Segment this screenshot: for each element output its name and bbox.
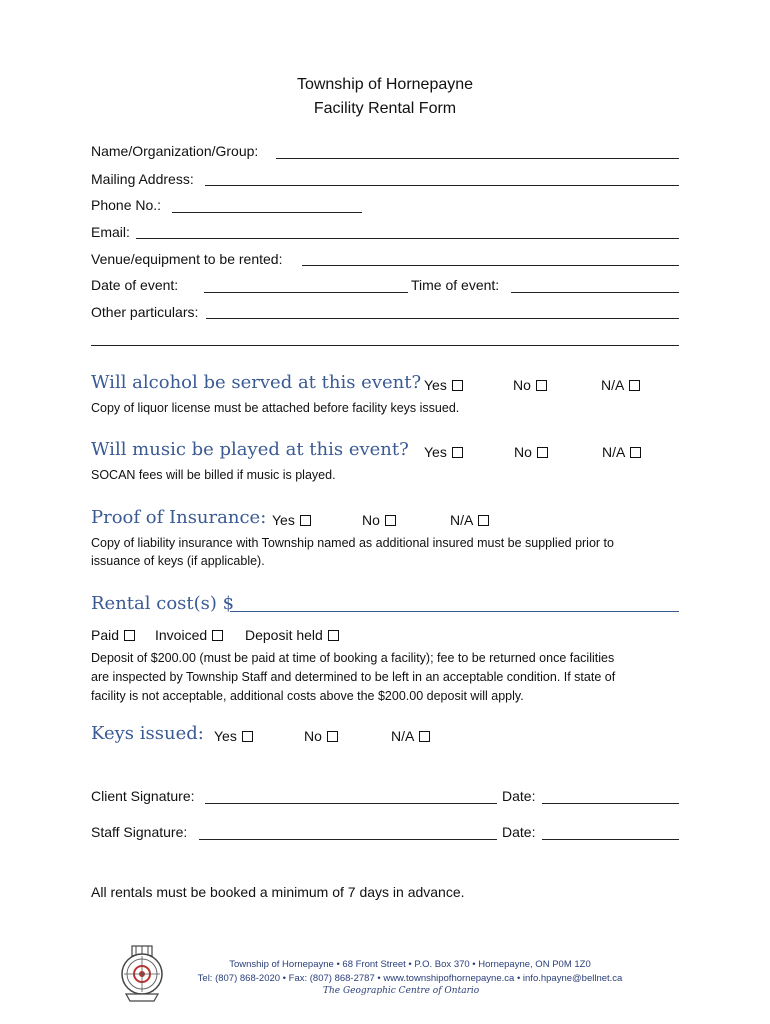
date-field[interactable] <box>204 292 408 293</box>
venue-label: Venue/equipment to be rented: <box>91 251 283 267</box>
alcohol-question: Will alcohol be served at this event? <box>91 372 422 393</box>
paid-option[interactable] <box>91 627 135 643</box>
phone-label: Phone No.: <box>91 197 162 213</box>
alcohol-no-option[interactable] <box>513 377 547 393</box>
keys-no-option[interactable] <box>304 728 338 744</box>
keys-yes-checkbox[interactable] <box>242 731 253 742</box>
staff-date-field[interactable] <box>542 839 679 840</box>
deposit-note-line3: facility is not acceptable, additional costs above the $200.00 deposit will apply. <box>91 689 524 703</box>
form-title-line2: Facility Rental Form <box>313 100 457 117</box>
alcohol-yes-option[interactable] <box>424 377 463 393</box>
deposit-held-checkbox[interactable] <box>328 630 339 641</box>
invoiced-option[interactable] <box>155 627 223 643</box>
keys-na-label: N/A <box>391 728 415 744</box>
staff-date-label: Date: <box>502 824 536 840</box>
insurance-na-label: N/A <box>450 512 474 528</box>
keys-na-option[interactable] <box>391 728 430 744</box>
deposit-held-label: Deposit held <box>245 627 323 643</box>
music-yes-checkbox[interactable] <box>452 447 463 458</box>
time-label: Time of event: <box>411 277 500 293</box>
rental-cost-field[interactable] <box>230 611 679 612</box>
mailing-field[interactable] <box>205 185 679 186</box>
music-na-label: N/A <box>602 444 626 460</box>
music-no-option[interactable] <box>514 444 548 460</box>
alcohol-yes-label: Yes <box>424 377 447 393</box>
paid-checkbox[interactable] <box>124 630 135 641</box>
music-question: Will music be played at this event? <box>91 439 409 460</box>
keys-no-checkbox[interactable] <box>327 731 338 742</box>
deposit-held-option[interactable] <box>245 627 339 643</box>
insurance-yes-label: Yes <box>272 512 295 528</box>
other-field-line2[interactable] <box>91 345 679 346</box>
client-signature-field[interactable] <box>205 803 497 804</box>
alcohol-na-label: N/A <box>601 377 625 393</box>
alcohol-no-label: No <box>513 377 531 393</box>
advance-booking-notice: All rentals must be booked a minimum of 7 days in advance. <box>91 884 465 900</box>
name-field[interactable] <box>276 158 679 159</box>
alcohol-note: Copy of liquor license must be attached before facility keys issued. <box>91 401 460 415</box>
time-field[interactable] <box>511 292 679 293</box>
staff-signature-label: Staff Signature: <box>91 824 188 840</box>
venue-field[interactable] <box>302 265 679 266</box>
insurance-no-option[interactable] <box>362 512 396 528</box>
insurance-yes-checkbox[interactable] <box>300 515 311 526</box>
keys-no-label: No <box>304 728 322 744</box>
invoiced-checkbox[interactable] <box>212 630 223 641</box>
footer-tagline: The Geographic Centre of Ontario <box>323 986 480 996</box>
paid-label: Paid <box>91 627 120 643</box>
insurance-no-checkbox[interactable] <box>385 515 396 526</box>
insurance-note-line2: issuance of keys (if applicable). <box>91 554 265 568</box>
deposit-note-line2: are inspected by Township Staff and determined to be left in an acceptable condition. If state of <box>91 670 616 684</box>
insurance-na-checkbox[interactable] <box>478 515 489 526</box>
client-date-label: Date: <box>502 788 536 804</box>
other-field[interactable] <box>206 318 679 319</box>
client-date-field[interactable] <box>542 803 679 804</box>
alcohol-na-checkbox[interactable] <box>629 380 640 391</box>
client-signature-label: Client Signature: <box>91 788 195 804</box>
name-label: Name/Organization/Group: <box>91 143 259 159</box>
footer-contact: Tel: (807) 868-2020 • Fax: (807) 868-2787 • www.townshipofhornepayne.ca • info.hpayne@bellnet.ca <box>197 973 623 984</box>
keys-issued-label: Keys issued: <box>91 723 204 744</box>
alcohol-yes-checkbox[interactable] <box>452 380 463 391</box>
phone-field[interactable] <box>172 212 362 213</box>
music-yes-option[interactable] <box>424 444 463 460</box>
music-note: SOCAN fees will be billed if music is played. <box>91 468 336 482</box>
rental-cost-label: Rental cost(s) $ <box>91 593 235 614</box>
staff-signature-field[interactable] <box>199 839 497 840</box>
form-title-line1: Township of Hornepayne <box>296 76 474 93</box>
deposit-note-line1: Deposit of $200.00 (must be paid at time of booking a facility); fee to be returned once facilities <box>91 651 615 665</box>
music-no-checkbox[interactable] <box>537 447 548 458</box>
music-yes-label: Yes <box>424 444 447 460</box>
alcohol-no-checkbox[interactable] <box>536 380 547 391</box>
music-no-label: No <box>514 444 532 460</box>
insurance-na-option[interactable] <box>450 512 489 528</box>
insurance-note-line1: Copy of liability insurance with Township named as additional insured must be supplied prior to <box>91 536 614 550</box>
alcohol-na-option[interactable] <box>601 377 640 393</box>
insurance-yes-option[interactable] <box>272 512 311 528</box>
keys-yes-label: Yes <box>214 728 237 744</box>
footer-address: Township of Hornepayne • 68 Front Street • P.O. Box 370 • Hornepayne, ON P0M 1Z0 <box>229 959 591 970</box>
email-field[interactable] <box>136 238 679 239</box>
email-label: Email: <box>91 224 130 240</box>
other-label: Other particulars: <box>91 304 199 320</box>
keys-yes-option[interactable] <box>214 728 253 744</box>
invoiced-label: Invoiced <box>155 627 208 643</box>
keys-na-checkbox[interactable] <box>419 731 430 742</box>
music-na-checkbox[interactable] <box>630 447 641 458</box>
date-label: Date of event: <box>91 277 179 293</box>
music-na-option[interactable] <box>602 444 641 460</box>
mailing-label: Mailing Address: <box>91 171 194 187</box>
insurance-no-label: No <box>362 512 380 528</box>
insurance-question: Proof of Insurance: <box>91 507 267 528</box>
